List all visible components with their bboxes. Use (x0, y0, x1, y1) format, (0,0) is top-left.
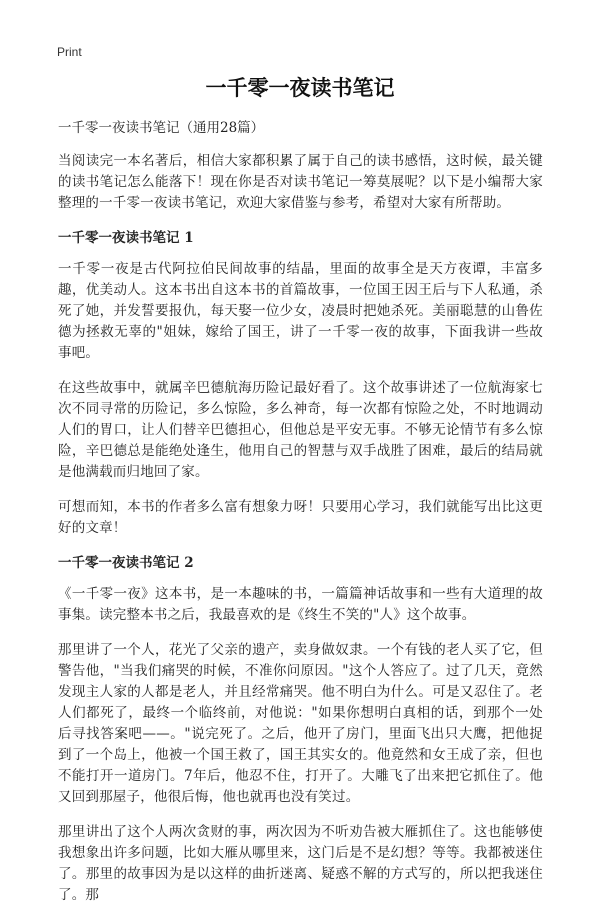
section-2-paragraph-1: 《一千零一夜》这本书，是一本趣味的书，一篇篇神话故事和一些有大道理的故事集。读完整本书之后，我最喜欢的是《终生不笑的"人》这个故事。 (58, 586, 543, 623)
section-1-paragraph-3: 可想而知，本书的作者多么富有想象力呀！只要用心学习，我们就能写出比这更好的文章！ (58, 499, 543, 536)
article-body (58, 118, 543, 906)
section-2-paragraph-2: 那里讲了一个人，花光了父亲的遗产，卖身做奴隶。一个有钱的老人买了它，但警告他，"当我们痛哭的时候，不准你问原因。"这个人答应了。过了几天，竟然发现主人家的人都是老人，并且经常痛哭。他不明白为什么。可是又忍住了。老人们都死了，最终一个临终前，对他说："如果你想明白真相的话，到那个一处后寻找答案吧——。"说完死了。之后，他开了房门，里面飞出只大鹰，把他捉到了一个岛上，他被一个国王救了，国王其实女的。他竟然和女王成了亲，但也不能打开一道房门。7年后，他忍不住，打开了。大雕飞了出来把它抓住了。他又回到那屋子，他很后悔，他也就再也没有笑过。 (58, 642, 543, 805)
section-1-paragraph-1: 一千零一夜是古代阿拉伯民间故事的结晶，里面的故事全是天方夜谭，丰富多趣，优美动人。这本书出自这本书的首篇故事，一位国王因王后与下人私通，杀死了她，并发誓要报仇，每天娶一位少女，凌晨时把她杀死。美丽聪慧的山鲁佐德为拯救无辜的"姐妹，嫁给了国王，讲了一千零一夜的故事，下面我讲一些故事吧。 (58, 261, 543, 361)
section-2-paragraph-3: 那里讲出了这个人两次贪财的事，两次因为不听劝告被大雁抓住了。这也能够使我想象出许多问题，比如大雁从哪里来，这门后是不是幻想？等等。我都被迷住了。那里的故事因为是以这样的曲折迷离、疑惑不解的方式写的，所以把我迷住了。那 (58, 824, 543, 903)
intro-paragraph: 当阅读完一本名著后，相信大家都积累了属于自己的读书感悟，这时候，最关键的读书笔记怎么能落下！现在你是否对读书笔记一筹莫展呢？以下是小编帮大家整理的一千零一夜读书笔记，欢迎大家借鉴与参考，希望对大家有所帮助。 (58, 153, 543, 211)
section-1-paragraph-2: 在这些故事中，就属辛巴德航海历险记最好看了。这个故事讲述了一位航海家七次不同寻常的历险记，多么惊险，多么神奇，每一次都有惊险之处，不时地调动人们的胃口，让人们替辛巴德担心，但他总是平安无事。不够无论情节有多么惊险，辛巴德总是能绝处逢生，他用自己的智慧与双手战胜了困难，最后的结局就是他满载而归地回了家。 (58, 380, 543, 480)
section-heading-2: 一千零一夜读书笔记 2 (58, 555, 194, 571)
print-link[interactable]: Print (57, 45, 82, 59)
article-subtitle: 一千零一夜读书笔记（通用28篇） (58, 120, 265, 136)
page-title: 一千零一夜读书笔记 (205, 75, 395, 100)
section-heading-1: 一千零一夜读书笔记 1 (58, 230, 194, 246)
